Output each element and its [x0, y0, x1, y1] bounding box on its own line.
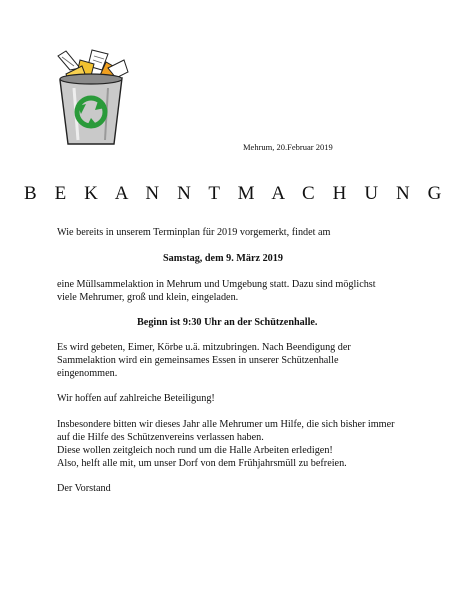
- special-line-1: Insbesondere bitten wir dieses Jahr alle Mehrumer um Hilfe, die sich bisher immer: [57, 419, 395, 430]
- description-line-2: viele Mehrumer, groß und klein, eingeladen.: [57, 292, 239, 303]
- hope-line: Wir hoffen auf zahlreiche Beteiligung!: [57, 393, 215, 404]
- recycling-bin-icon: [50, 48, 132, 148]
- special-line-3: Diese wollen zeitgleich noch rund um die Halle Arbeiten erledigen!: [57, 445, 333, 456]
- equipment-line-1: Es wird gebeten, Eimer, Körbe u.ä. mitzubringen. Nach Beendigung der: [57, 342, 351, 353]
- signature: Der Vorstand: [57, 483, 111, 494]
- intro-line: Wie bereits in unserem Terminplan für 2019 vorgemerkt, findet am: [57, 227, 331, 238]
- document-title: B E K A N N T M A C H U N G: [23, 183, 448, 204]
- letter-date: Mehrum, 20.Februar 2019: [243, 142, 333, 152]
- start-time: Beginn ist 9:30 Uhr an der Schützenhalle.: [137, 317, 318, 328]
- special-line-2: auf die Hilfe des Schützenvereins verlassen haben.: [57, 432, 264, 443]
- equipment-line-2: Sammelaktion wird ein gemeinsames Essen in unserer Schützenhalle: [57, 355, 339, 366]
- event-date: Samstag, dem 9. März 2019: [163, 253, 283, 264]
- equipment-line-3: eingenommen.: [57, 368, 118, 379]
- description-line-1: eine Müllsammelaktion in Mehrum und Umgebung statt. Dazu sind möglichst: [57, 279, 376, 290]
- special-line-4: Also, helft alle mit, um unser Dorf von dem Frühjahrsmüll zu befreien.: [57, 458, 347, 469]
